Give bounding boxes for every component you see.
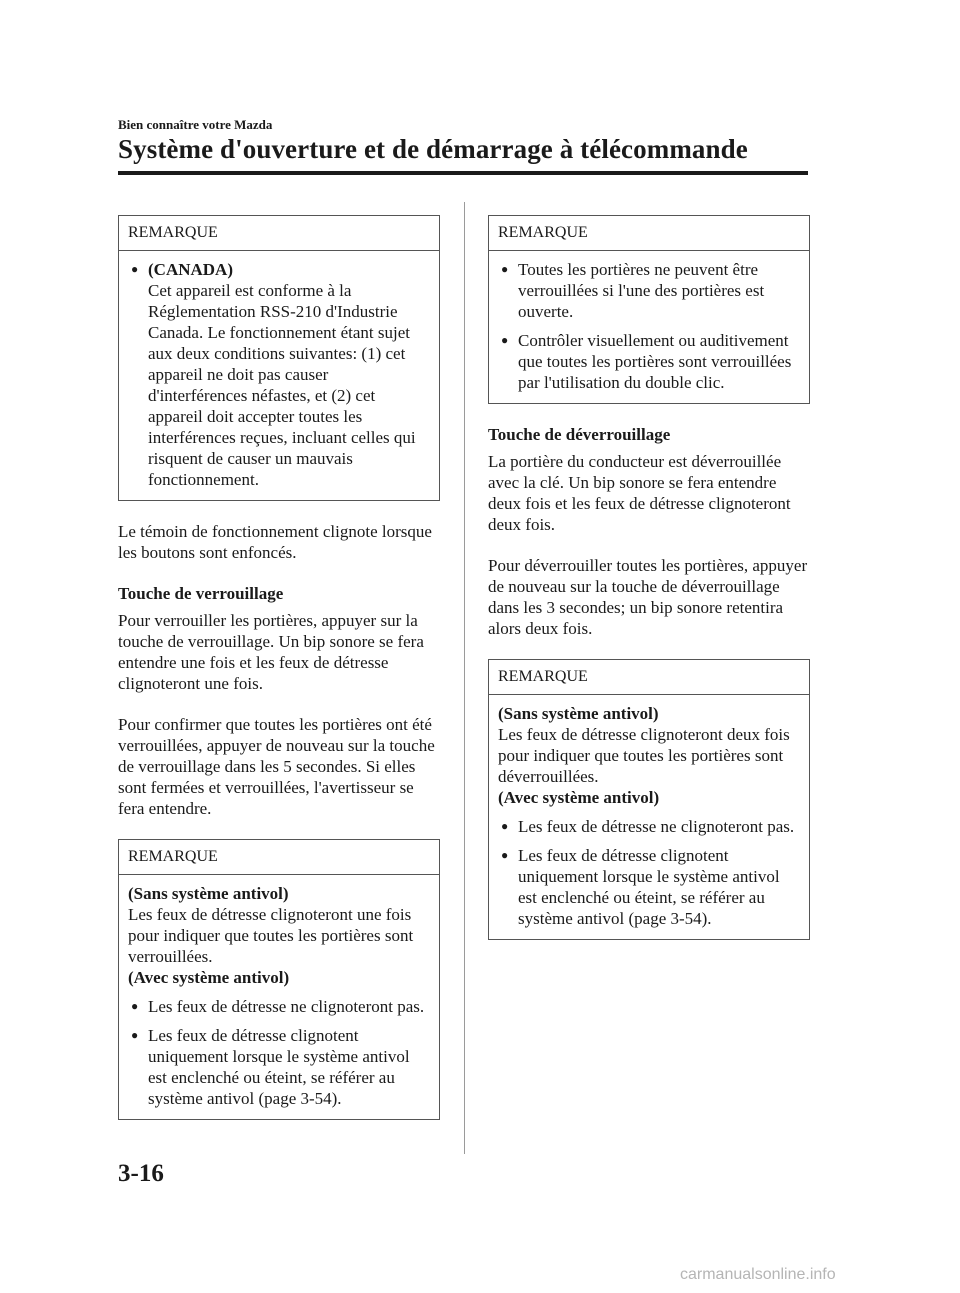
section-heading-unlock: Touche de déverrouillage xyxy=(488,425,671,444)
note-bullet xyxy=(498,330,800,393)
note-body xyxy=(489,695,809,939)
note-box-canada xyxy=(118,215,440,501)
bullet-icon: ● xyxy=(131,999,139,1013)
paragraph: Le témoin de fonctionnement clignote lorsque les boutons sont enfoncés. xyxy=(118,522,432,562)
note-title: REMARQUE xyxy=(119,216,439,251)
note-bullet xyxy=(498,259,800,322)
watermark: carmanualsonline.info xyxy=(680,1266,836,1283)
note-subheading: (Sans système antivol) xyxy=(498,704,659,723)
page-title: Système d'ouverture et de démarrage à télécommande xyxy=(118,134,748,164)
note-text: Les feux de détresse clignoteront une fois pour indiquer que toutes les portières sont verrouillées. xyxy=(128,905,414,966)
note-box-antivol-unlock xyxy=(488,659,810,940)
note-bullet xyxy=(498,816,800,837)
bullet-icon: ● xyxy=(131,1028,139,1042)
note-bullet xyxy=(498,845,800,929)
bullet-heading: (CANADA) xyxy=(148,260,233,279)
bullet-text: Toutes les portières ne peuvent être verrouillées si l'une des portières est ouverte. xyxy=(518,260,765,321)
paragraph: Pour déverrouiller toutes les portières, appuyer de nouveau sur la touche de déverrouillage dans les 3 secondes; un bip sonore retentira alors deux fois. xyxy=(488,556,808,638)
bullet-icon: ● xyxy=(501,333,509,347)
bullet-icon: ● xyxy=(501,262,509,276)
note-subheading: (Avec système antivol) xyxy=(498,788,660,807)
note-text: Les feux de détresse clignoteront deux fois pour indiquer que toutes les portières sont déverrouillées. xyxy=(498,725,790,786)
paragraph: Pour verrouiller les portières, appuyer sur la touche de verrouillage. Un bip sonore se fera entendre une fois et les feux de détresse clignoteront une fois. xyxy=(118,611,424,693)
note-bullet xyxy=(128,996,430,1017)
note-box-antivol-lock xyxy=(118,839,440,1120)
column-divider xyxy=(464,202,465,1154)
section-label: Bien connaître votre Mazda xyxy=(118,117,273,132)
header-divider xyxy=(118,171,808,175)
bullet-text: Contrôler visuellement ou auditivement que toutes les portières sont verrouillées par l'utilisation du double clic. xyxy=(518,331,792,392)
bullet-text: Cet appareil est conforme à la Réglementation RSS-210 d'Industrie Canada. Le fonctionnement étant sujet aux deux conditions suivantes: (1) cet appareil ne doit pas causer d'interférences néfastes, et (2) cet appareil doit accepter toutes les interférences reçues, incluant celles qui risquent de causer un mauvais fonctionnement. xyxy=(148,281,416,489)
bullet-text: Les feux de détresse clignotent uniquement lorsque le système antivol est enclenché ou éteint, se référer au système antivol (page 3-54). xyxy=(518,846,780,928)
note-bullet xyxy=(128,259,430,490)
bullet-text: Les feux de détresse ne clignoteront pas. xyxy=(518,817,795,836)
left-column xyxy=(118,215,440,1140)
note-subheading: (Avec système antivol) xyxy=(128,968,290,987)
right-column xyxy=(488,215,810,960)
note-body xyxy=(119,875,439,1119)
note-title: REMARQUE xyxy=(489,660,809,695)
bullet-text: Les feux de détresse ne clignoteront pas. xyxy=(148,997,425,1016)
section-heading-lock: Touche de verrouillage xyxy=(118,584,284,603)
bullet-text: Les feux de détresse clignotent uniquement lorsque le système antivol est enclenché ou éteint, se référer au système antivol (page 3-54). xyxy=(148,1026,410,1108)
page-number: 3-16 xyxy=(118,1160,164,1187)
bullet-icon: ● xyxy=(501,819,509,833)
note-subheading: (Sans système antivol) xyxy=(128,884,289,903)
note-title: REMARQUE xyxy=(119,840,439,875)
bullet-icon: ● xyxy=(131,262,139,276)
paragraph: La portière du conducteur est déverrouillée avec la clé. Un bip sonore se fera entendre deux fois et les feux de détresse clignoteront deux fois. xyxy=(488,452,791,534)
note-bullet xyxy=(128,1025,430,1109)
bullet-icon: ● xyxy=(501,848,509,862)
note-body xyxy=(119,251,439,500)
note-title: REMARQUE xyxy=(489,216,809,251)
note-body xyxy=(489,251,809,403)
note-box-doors xyxy=(488,215,810,404)
paragraph: Pour confirmer que toutes les portières ont été verrouillées, appuyer de nouveau sur la touche de verrouillage dans les 5 secondes. Si elles sont fermées et verrouillées, l'avertisseur se fera entendre. xyxy=(118,715,435,818)
